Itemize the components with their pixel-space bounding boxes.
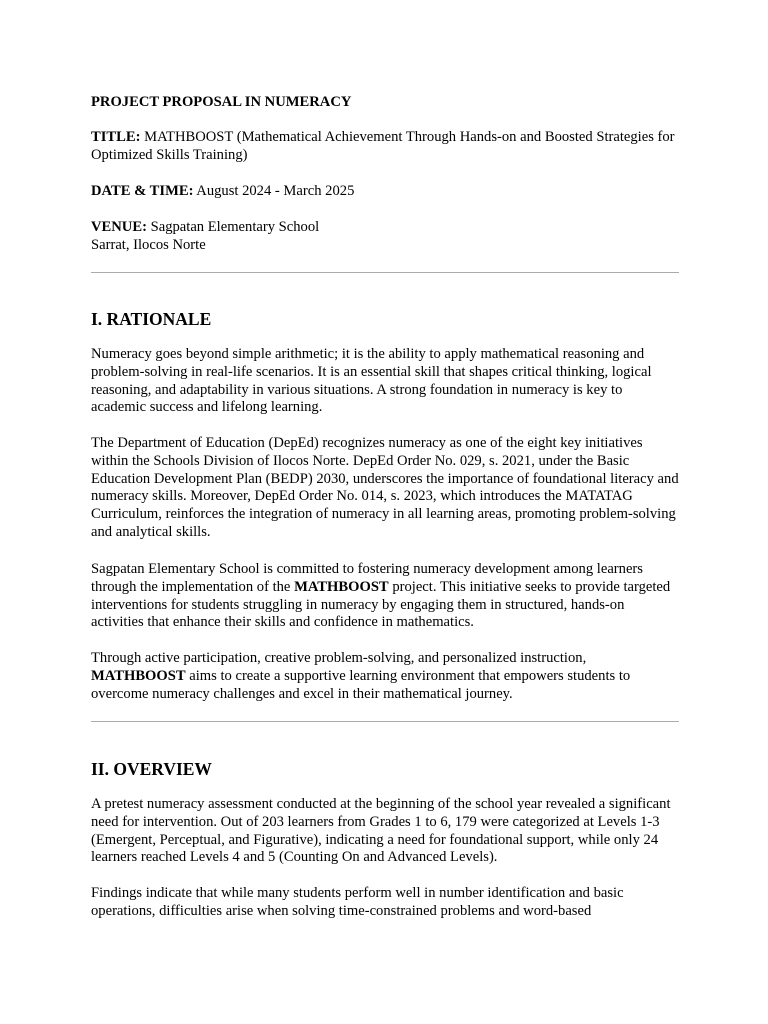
section-divider [91, 721, 679, 722]
venue-label: VENUE: [91, 219, 147, 235]
venue-line-1: Sagpatan Elementary School [146, 219, 320, 235]
rationale-p4-project-name: MATHBOOST [91, 667, 186, 684]
title-text: MATHBOOST (Mathematical Achievement Through Hands-on and Boosted Strategies for Optimized Skills Training) [91, 129, 675, 163]
overview-heading: II. OVERVIEW [91, 759, 212, 779]
venue-line-2: Sarrat, Ilocos Norte [91, 237, 206, 253]
overview-paragraph-2: Findings indicate that while many students perform well in number identification and basic operations, difficulties arise when solving time-constrained problems and word-based [91, 885, 624, 919]
date-label: DATE & TIME: [91, 183, 194, 199]
rationale-paragraph-4 [91, 650, 679, 703]
date-text: August 2024 - March 2025 [193, 183, 355, 199]
rationale-paragraph-1: Numeracy goes beyond simple arithmetic; it is the ability to apply mathematical reasoning and problem-solving in real-life scenarios. It is an essential skill that shapes critical thinking, logical reasoning, and adaptability in various situations. A strong foundation in numeracy is key to academic success and lifelong learning. [91, 346, 652, 416]
rationale-p4-text-b: aims to create a supportive learning environment that empowers students to overcome numeracy challenges and excel in their mathematical journey. [91, 667, 631, 702]
title-label: TITLE: [91, 129, 141, 145]
rationale-p4-text-a: Through active participation, creative problem-solving, and personalized instruction, [91, 650, 587, 666]
venue-line [91, 218, 679, 236]
section-divider [91, 272, 679, 273]
title-line [91, 129, 679, 165]
rationale-p3-text-b: project. This initiative seeks to provide targeted interventions for students struggling in numeracy by engaging them in structured, hands-on activities that enhance their skills and confidence in mathematics. [91, 578, 671, 631]
rationale-heading: I. RATIONALE [91, 309, 212, 329]
rationale-p3-project-name: MATHBOOST [294, 578, 389, 595]
date-line [91, 182, 679, 200]
rationale-p3-text-a: Sagpatan Elementary School is committed to fostering numeracy development among learners through the implementation of the [91, 561, 643, 595]
overview-paragraph-1: A pretest numeracy assessment conducted at the beginning of the school year revealed a significant need for intervention. Out of 203 learners from Grades 1 to 6, 179 were categorized at Levels 1-3 (Emergent, Perceptual, and Figurative), indicating a need for foundational support, while only 24 learners reached Levels 4 and 5 (Counting On and Advanced Levels). [91, 796, 671, 866]
rationale-paragraph-3 [91, 561, 679, 632]
rationale-paragraph-2: The Department of Education (DepEd) recognizes numeracy as one of the eight key initiatives within the Schools Division of Ilocos Norte. DepEd Order No. 029, s. 2021, under the Basic Education Development Plan (BEDP) 2030, underscores the importance of foundational literacy and numeracy skills. Moreover, DepEd Order No. 014, s. 2023, which introduces the MATATAG Curriculum, reinforces the integration of numeracy in all learning areas, promoting problem-solving and analytical skills. [91, 435, 679, 540]
proposal-label: PROJECT PROPOSAL IN NUMERACY [91, 94, 352, 110]
